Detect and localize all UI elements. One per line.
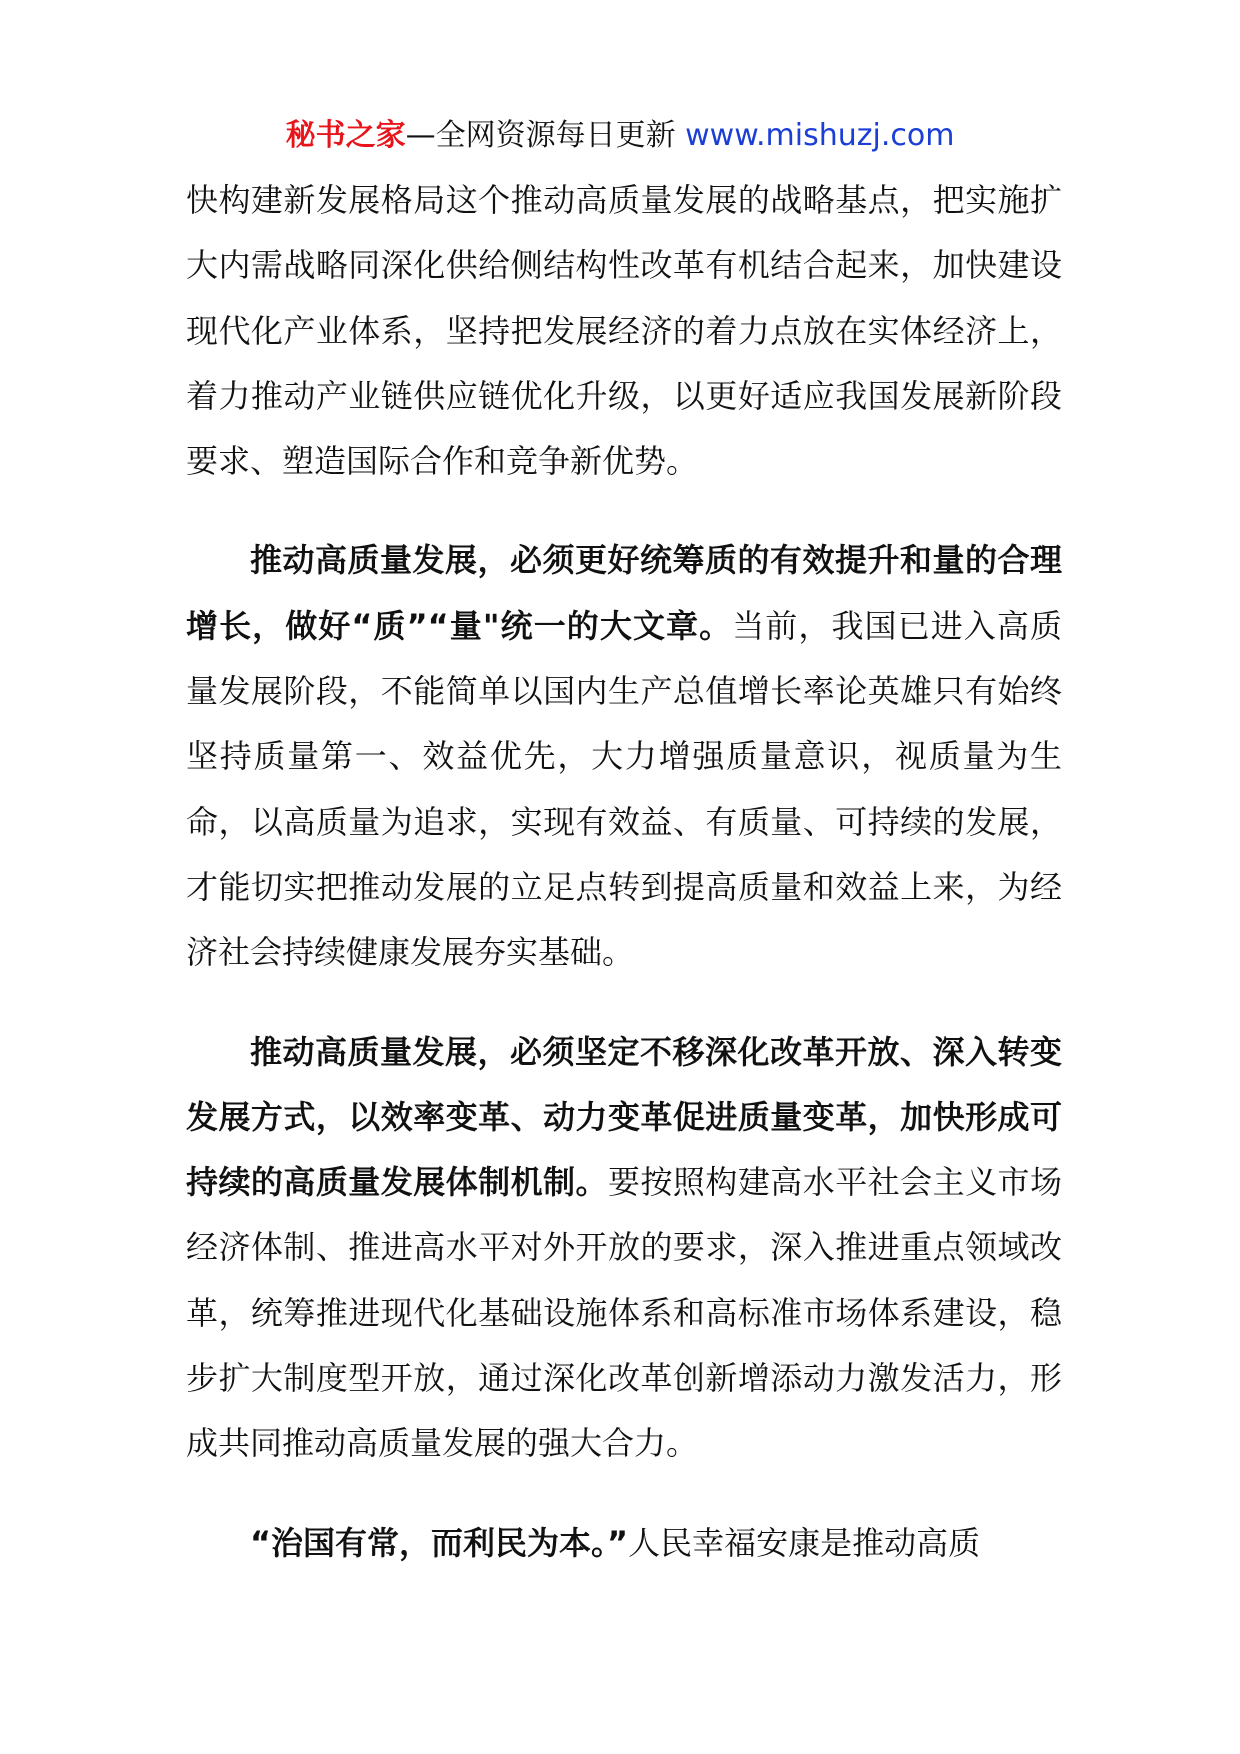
- paragraph-lead: “治国有常，而利民为本。”: [250, 1523, 629, 1562]
- site-url[interactable]: www.mishuzj.com: [685, 118, 955, 153]
- header-tagline: —全网资源每日更新: [405, 118, 676, 153]
- site-header: [0, 116, 1240, 156]
- paragraph-2: [186, 528, 1062, 985]
- paragraph-text: 快构建新发展格局这个推动高质量发展的战略基点，把实施扩大内需战略同深化供给侧结构性改革有机结合起来，加快建设现代化产业体系，坚持把发展经济的着力点放在实体经济上，着力推动产业链供应链优化升级，以更好适应我国发展新阶段要求、塑造国际合作和竞争新优势。: [186, 181, 1062, 481]
- paragraph-1: [186, 168, 1062, 494]
- paragraph-lead: 推动高质量发展，必须更好统筹质的有效提升和量的合理增长，做好“质”“量"统一的大文章。: [186, 541, 1062, 645]
- paragraph-3: [186, 1020, 1062, 1477]
- paragraph-lead: 推动高质量发展，必须坚定不移深化改革开放、深入转变发展方式，以效率变革、动力变革促进质量变革，加快形成可持续的高质量发展体制机制。: [186, 1032, 1062, 1202]
- paragraph-text: 当前，我国已进入高质量发展阶段，不能简单以国内生产总值增长率论英雄只有始终坚持质量第一、效益优先，大力增强质量意识，视质量为生命，以高质量为追求，实现有效益、有质量、可持续的发展，才能切实把推动发展的立足点转到提高质量和效益上来，为经济社会持续健康发展夯实基础。: [186, 606, 1062, 972]
- paragraph-4: [186, 1511, 1062, 1576]
- paragraph-text: 人民幸福安康是推动高质: [628, 1523, 981, 1562]
- brand-name: 秘书之家: [285, 118, 406, 153]
- document-body: [186, 168, 1062, 1576]
- paragraph-text: 要按照构建高水平社会主义市场经济体制、推进高水平对外开放的要求，深入推进重点领域改革，统筹推进现代化基础设施体系和高标准市场体系建设，稳步扩大制度型开放，通过深化改革创新增添动力激发活力，形成共同推动高质量发展的强大合力。: [186, 1163, 1062, 1463]
